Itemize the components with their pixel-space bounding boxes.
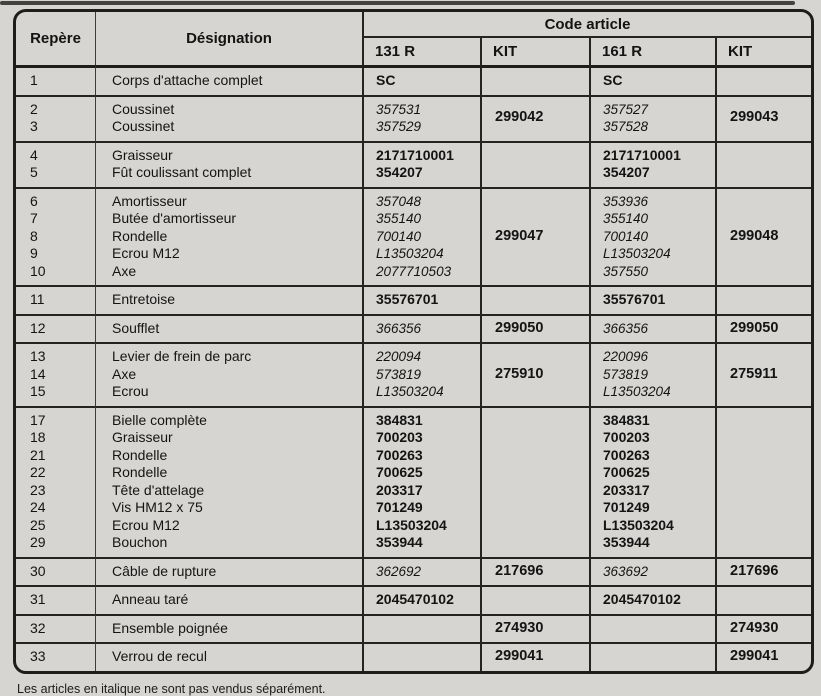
cell-line: 274930: [495, 619, 544, 636]
cell-line: 363692: [603, 563, 649, 579]
cell-line: 22: [30, 464, 46, 480]
designation-cell: [95, 342, 362, 406]
code-131r-cell: [362, 141, 480, 187]
kit-131r-cell: [480, 141, 589, 187]
designation-cell: [95, 614, 362, 643]
repere-cell: [16, 406, 95, 557]
header-repere: Repère: [30, 30, 81, 47]
cell-line: Anneau taré: [112, 591, 189, 607]
code-161r-cell: [589, 95, 715, 141]
cell-line: 11: [30, 291, 45, 307]
table-row-group: [16, 65, 811, 95]
scan-artifact-line: [0, 1, 795, 5]
code-131r-cell: [362, 95, 480, 141]
cell-line: 355140: [603, 211, 649, 226]
table-row-group: [16, 406, 811, 557]
cell-line: 35576701: [376, 291, 439, 307]
cell-line: 13: [30, 348, 46, 364]
designation-cell: [95, 314, 362, 343]
parts-table: [13, 9, 814, 674]
cell-line: L13503204: [603, 246, 671, 261]
header-161r: 161 R: [589, 36, 715, 65]
code-161r-cell: [589, 585, 715, 614]
cell-line: 366356: [603, 320, 649, 336]
code-161r-cell: [589, 285, 715, 314]
code-131r-cell: [362, 314, 480, 343]
cell-line: 299041: [730, 648, 779, 664]
cell-line: 299050: [730, 319, 779, 336]
cell-line: 14: [30, 365, 46, 382]
kit-131r-cell: [480, 342, 589, 406]
header-code-article: Code article: [362, 12, 811, 36]
cell-line: Ecrou M12: [112, 516, 180, 533]
code-131r-cell: [362, 406, 480, 557]
cell-line: Soufflet: [112, 319, 160, 336]
cell-line: 274930: [730, 619, 779, 636]
header-kit-161r: KIT: [715, 36, 811, 65]
code-131r-cell: [362, 285, 480, 314]
repere-cell: [16, 65, 95, 95]
kit-131r-cell: [480, 65, 589, 95]
cell-line: 5: [30, 164, 38, 180]
cell-line: 3: [30, 118, 38, 134]
cell-line: Tête d'attelage: [112, 481, 205, 498]
kit-131r-cell: [480, 314, 589, 343]
repere-cell: [16, 95, 95, 141]
code-161r-cell: [589, 557, 715, 586]
kit-131r-cell: [480, 406, 589, 557]
code-161r-cell: [589, 314, 715, 343]
cell-line: 35576701: [603, 291, 666, 307]
cell-line: 701249: [376, 499, 423, 515]
kit-161r-cell: [715, 314, 811, 343]
cell-line: 275910: [495, 365, 544, 382]
repere-cell: [16, 557, 95, 586]
cell-line: 299048: [730, 227, 779, 244]
cell-line: 32: [30, 619, 46, 636]
cell-line: 2171710001: [603, 146, 681, 163]
cell-line: Ecrou: [112, 383, 149, 399]
kit-161r-cell: [715, 585, 811, 614]
footnote: Les articles en italique ne sont pas vendus séparément.: [17, 681, 326, 696]
cell-line: 217696: [730, 562, 779, 579]
cell-line: 2045470102: [603, 591, 681, 607]
cell-line: Vis HM12 x 75: [112, 499, 203, 515]
table-row-group: [16, 585, 811, 614]
cell-line: 353944: [376, 534, 423, 550]
repere-cell: [16, 342, 95, 406]
cell-line: 700625: [376, 464, 423, 480]
cell-line: 299041: [495, 648, 544, 664]
cell-line: Levier de frein de parc: [112, 348, 252, 364]
cell-line: Coussinet: [112, 118, 175, 134]
kit-131r-cell: [480, 187, 589, 286]
cell-line: Câble de rupture: [112, 562, 217, 579]
cell-line: 357048: [376, 193, 422, 209]
repere-cell: [16, 187, 95, 286]
cell-line: 353936: [603, 193, 649, 209]
table-row-group: [16, 285, 811, 314]
cell-line: 354207: [603, 164, 650, 180]
repere-cell: [16, 642, 95, 671]
table-row-group: [16, 141, 811, 187]
cell-line: Coussinet: [112, 100, 175, 117]
cell-line: 700625: [603, 464, 650, 480]
kit-161r-cell: [715, 141, 811, 187]
cell-line: 31: [30, 591, 46, 607]
cell-line: Rondelle: [112, 227, 168, 244]
cell-line: 217696: [495, 562, 544, 579]
table-row-group: [16, 557, 811, 586]
code-131r-cell: [362, 557, 480, 586]
code-131r-cell: [362, 642, 480, 671]
cell-line: 573819: [376, 366, 422, 382]
code-131r-cell: [362, 342, 480, 406]
cell-line: 21: [30, 446, 46, 463]
table-row-group: [16, 342, 811, 406]
cell-line: 366356: [376, 320, 422, 336]
designation-cell: [95, 406, 362, 557]
repere-cell: [16, 285, 95, 314]
table-body: [16, 65, 811, 671]
cell-line: 354207: [376, 164, 423, 180]
code-131r-cell: [362, 187, 480, 286]
designation-cell: [95, 642, 362, 671]
kit-161r-cell: [715, 642, 811, 671]
cell-line: Corps d'attache complet: [112, 72, 263, 88]
kit-161r-cell: [715, 95, 811, 141]
cell-line: 2077710503: [376, 263, 452, 279]
cell-line: 24: [30, 499, 46, 515]
cell-line: 700263: [603, 446, 650, 463]
cell-line: 29: [30, 534, 46, 550]
cell-line: 384831: [603, 411, 650, 428]
kit-161r-cell: [715, 557, 811, 586]
designation-cell: [95, 285, 362, 314]
cell-line: 25: [30, 516, 46, 533]
code-161r-cell: [589, 642, 715, 671]
cell-line: 15: [30, 383, 46, 399]
cell-line: L13503204: [376, 246, 444, 261]
kit-161r-cell: [715, 285, 811, 314]
kit-131r-cell: [480, 642, 589, 671]
cell-line: 220094: [376, 349, 422, 364]
table-row-group: [16, 642, 811, 671]
cell-line: 220096: [603, 349, 649, 364]
cell-line: L13503204: [376, 384, 444, 399]
cell-line: 8: [30, 227, 38, 244]
cell-line: Butée d'amortisseur: [112, 210, 237, 226]
cell-line: 357527: [603, 101, 649, 117]
code-131r-cell: [362, 614, 480, 643]
cell-line: Axe: [112, 365, 137, 382]
cell-line: 18: [30, 429, 46, 445]
cell-line: L13503204: [603, 384, 671, 399]
cell-line: 6: [30, 192, 38, 209]
cell-line: 700140: [376, 228, 422, 244]
cell-line: 1: [30, 72, 38, 88]
cell-line: Rondelle: [112, 446, 168, 463]
cell-line: 2171710001: [376, 146, 454, 163]
repere-cell: [16, 314, 95, 343]
cell-line: 17: [30, 411, 46, 428]
designation-cell: [95, 187, 362, 286]
header-131r: 131 R: [362, 36, 480, 65]
header-kit-131r: KIT: [480, 36, 589, 65]
table-row-group: [16, 614, 811, 643]
cell-line: Rondelle: [112, 464, 168, 480]
kit-161r-cell: [715, 187, 811, 286]
code-161r-cell: [589, 65, 715, 95]
cell-line: 33: [30, 648, 46, 664]
table-header: [16, 12, 811, 65]
cell-line: Ensemble poignée: [112, 619, 228, 636]
kit-131r-cell: [480, 614, 589, 643]
cell-line: Graisseur: [112, 146, 173, 163]
cell-line: Entretoise: [112, 291, 176, 307]
cell-line: 355140: [376, 211, 422, 226]
cell-line: 353944: [603, 534, 650, 550]
cell-line: Ecrou M12: [112, 245, 180, 261]
repere-cell: [16, 585, 95, 614]
code-131r-cell: [362, 585, 480, 614]
cell-line: 203317: [603, 481, 650, 498]
cell-line: 299047: [495, 227, 544, 244]
cell-line: 30: [30, 562, 46, 579]
cell-line: 357528: [603, 119, 649, 134]
cell-line: 299042: [495, 109, 544, 126]
cell-line: Bouchon: [112, 534, 168, 550]
repere-cell: [16, 614, 95, 643]
cell-line: 299043: [730, 109, 779, 126]
cell-line: 701249: [603, 499, 650, 515]
cell-line: Axe: [112, 262, 137, 279]
code-161r-cell: [589, 187, 715, 286]
cell-line: 299050: [495, 319, 544, 336]
designation-cell: [95, 585, 362, 614]
cell-line: 700263: [376, 446, 423, 463]
cell-line: L13503204: [603, 516, 674, 533]
cell-line: 7: [30, 210, 38, 226]
kit-161r-cell: [715, 614, 811, 643]
table-row-group: [16, 187, 811, 286]
kit-161r-cell: [715, 342, 811, 406]
designation-cell: [95, 141, 362, 187]
kit-161r-cell: [715, 406, 811, 557]
designation-cell: [95, 557, 362, 586]
kit-131r-cell: [480, 557, 589, 586]
repere-cell: [16, 141, 95, 187]
cell-line: SC: [376, 72, 396, 88]
cell-line: 275911: [730, 365, 778, 382]
cell-line: Bielle complète: [112, 411, 207, 428]
cell-line: 700203: [603, 429, 650, 445]
cell-line: 23: [30, 481, 46, 498]
cell-line: Verrou de recul: [112, 648, 207, 664]
table-row-group: [16, 314, 811, 343]
kit-131r-cell: [480, 95, 589, 141]
cell-line: Amortisseur: [112, 192, 187, 209]
table-row-group: [16, 95, 811, 141]
cell-line: 203317: [376, 481, 423, 498]
cell-line: 2: [30, 100, 38, 117]
cell-line: 700203: [376, 429, 423, 445]
code-161r-cell: [589, 614, 715, 643]
cell-line: Fût coulissant complet: [112, 164, 252, 180]
kit-161r-cell: [715, 65, 811, 95]
cell-line: L13503204: [376, 516, 447, 533]
cell-line: Graisseur: [112, 429, 173, 445]
cell-line: 357550: [603, 263, 649, 279]
cell-line: 12: [30, 319, 46, 336]
cell-line: 4: [30, 146, 38, 163]
cell-line: 10: [30, 262, 46, 279]
code-161r-cell: [589, 406, 715, 557]
designation-cell: [95, 95, 362, 141]
cell-line: 362692: [376, 563, 422, 579]
cell-line: 9: [30, 245, 38, 261]
cell-line: 2045470102: [376, 591, 454, 607]
kit-131r-cell: [480, 285, 589, 314]
code-161r-cell: [589, 141, 715, 187]
cell-line: 700140: [603, 228, 649, 244]
code-131r-cell: [362, 65, 480, 95]
cell-line: 357529: [376, 119, 422, 134]
cell-line: 384831: [376, 411, 423, 428]
cell-line: 573819: [603, 366, 649, 382]
designation-cell: [95, 65, 362, 95]
code-161r-cell: [589, 342, 715, 406]
cell-line: SC: [603, 72, 623, 88]
cell-line: 357531: [376, 101, 422, 117]
header-designation: Désignation: [95, 12, 362, 65]
kit-131r-cell: [480, 585, 589, 614]
